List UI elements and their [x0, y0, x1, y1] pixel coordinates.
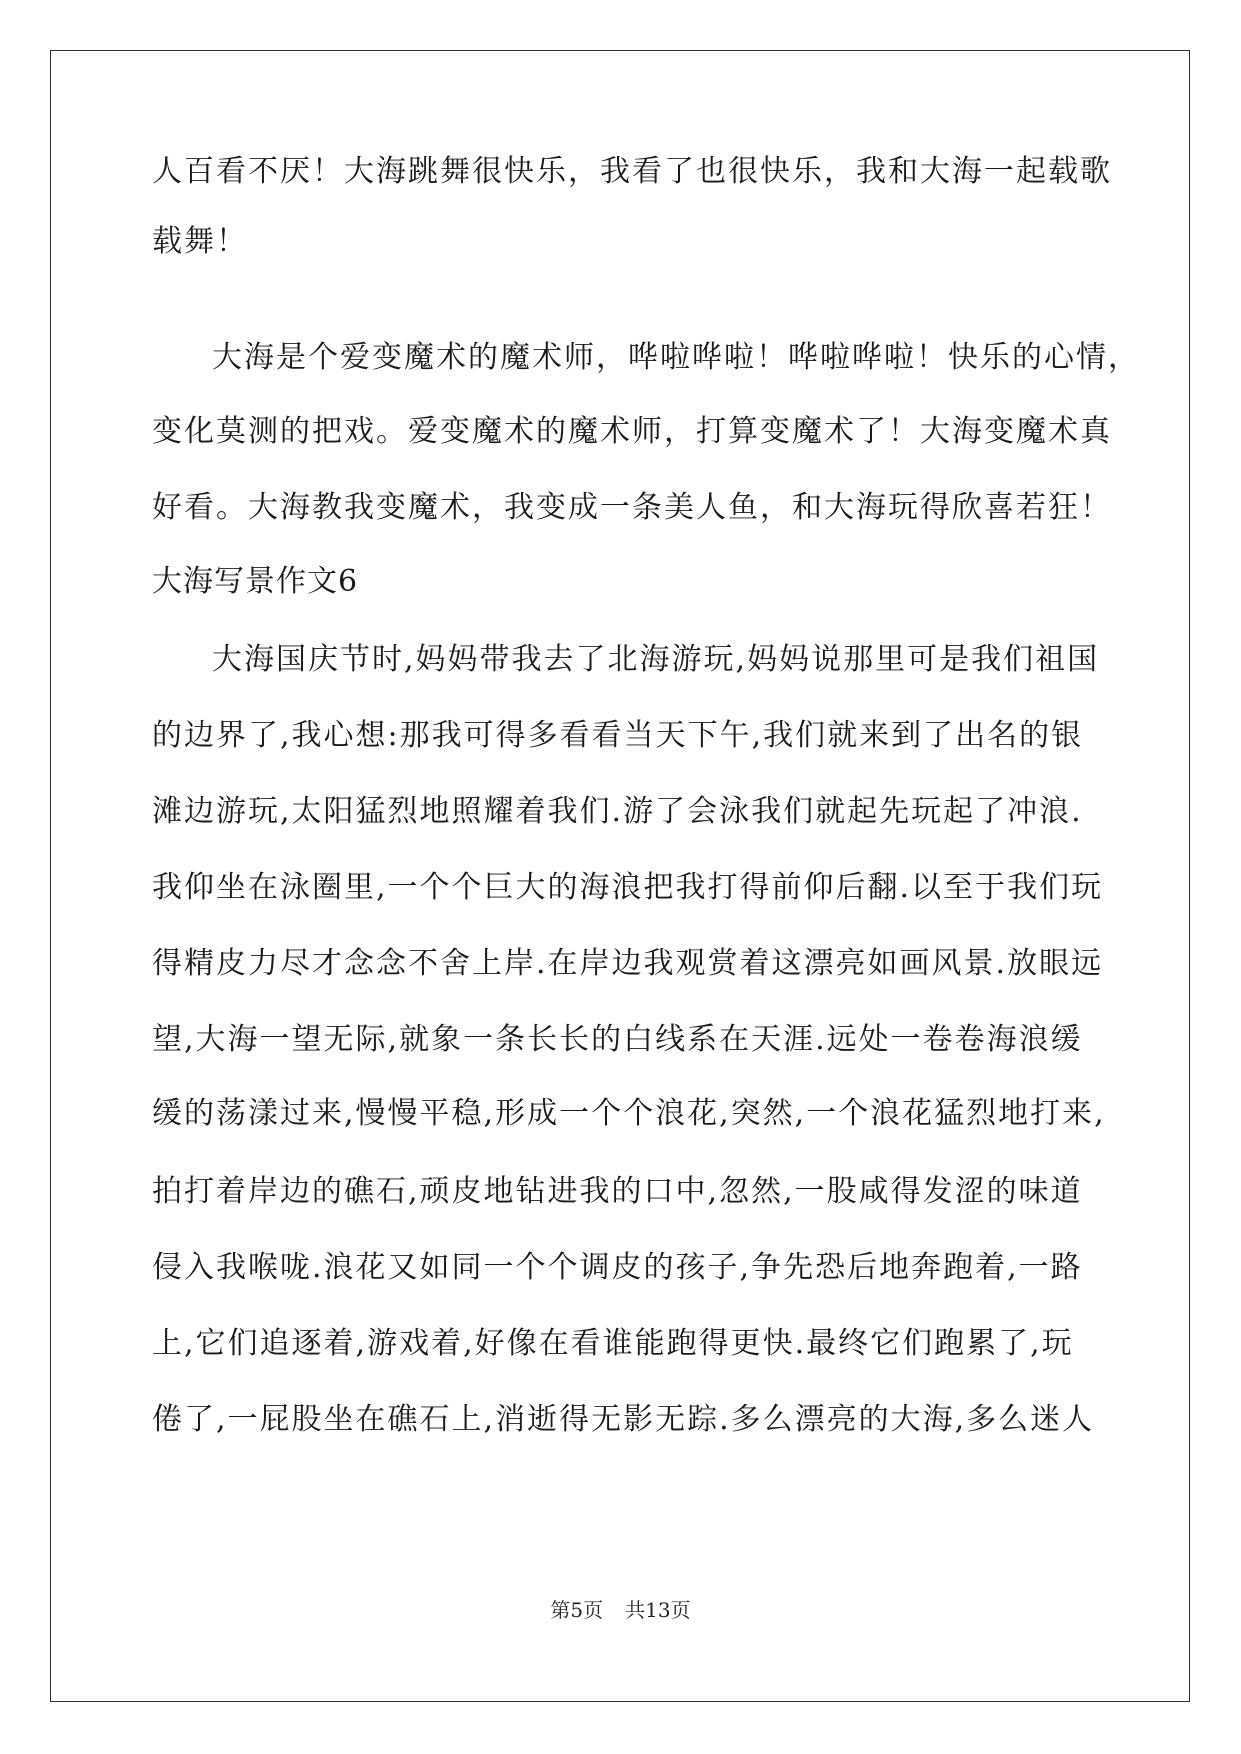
page-number: 第5页	[550, 1598, 604, 1622]
text-line: 望,大海一望无际,就象一条长长的白线系在天涯.远处一卷卷海浪缓	[152, 1022, 1083, 1057]
text-line: 缓的荡漾过来,慢慢平稳,形成一个个浪花,突然,一个浪花猛烈地打来,	[152, 1096, 1106, 1131]
text-line: 好看。大海教我变魔术，我变成一条美人鱼，和大海玩得欣喜若狂！	[152, 490, 1112, 525]
text-line: 得精皮力尽才念念不舍上岸.在岸边我观赏着这漂亮如画风景.放眼远	[152, 946, 1104, 981]
paragraph-first-line: 大海是个爱变魔术的魔术师，哗啦哗啦！哗啦哗啦！快乐的心情，	[212, 340, 1140, 375]
page-total: 共13页	[625, 1598, 691, 1622]
text-line: 上,它们追逐着,游戏着,好像在看谁能跑得更快.最终它们跑累了,玩	[152, 1326, 1074, 1361]
text-line: 拍打着岸边的礁石,顽皮地钻进我的口中,忽然,一股咸得发涩的味道	[152, 1174, 1083, 1209]
page-footer	[0, 1597, 1241, 1623]
paragraph-first-line: 大海国庆节时,妈妈带我去了北海游玩,妈妈说那里可是我们祖国	[212, 642, 1100, 677]
text-line: 侵入我喉咙.浪花又如同一个个调皮的孩子,争先恐后地奔跑着,一路	[152, 1250, 1083, 1285]
text-line: 我仰坐在泳圈里,一个个巨大的海浪把我打得前仰后翻.以至于我们玩	[152, 870, 1104, 905]
section-heading: 大海写景作文6	[152, 564, 359, 599]
text-line: 的边界了,我心想:那我可得多看看当天下午,我们就来到了出名的银	[152, 718, 1084, 753]
text-line: 变化莫测的把戏。爱变魔术的魔术师，打算变魔术了！大海变魔术真	[152, 414, 1112, 449]
text-line: 载舞！	[152, 224, 248, 259]
text-line: 倦了,一屁股坐在礁石上,消逝得无影无踪.多么漂亮的大海,多么迷人	[152, 1402, 1095, 1437]
text-line: 人百看不厌！大海跳舞很快乐，我看了也很快乐，我和大海一起载歌	[152, 154, 1112, 189]
text-line: 滩边游玩,太阳猛烈地照耀着我们.游了会泳我们就起先玩起了冲浪.	[152, 794, 1083, 829]
